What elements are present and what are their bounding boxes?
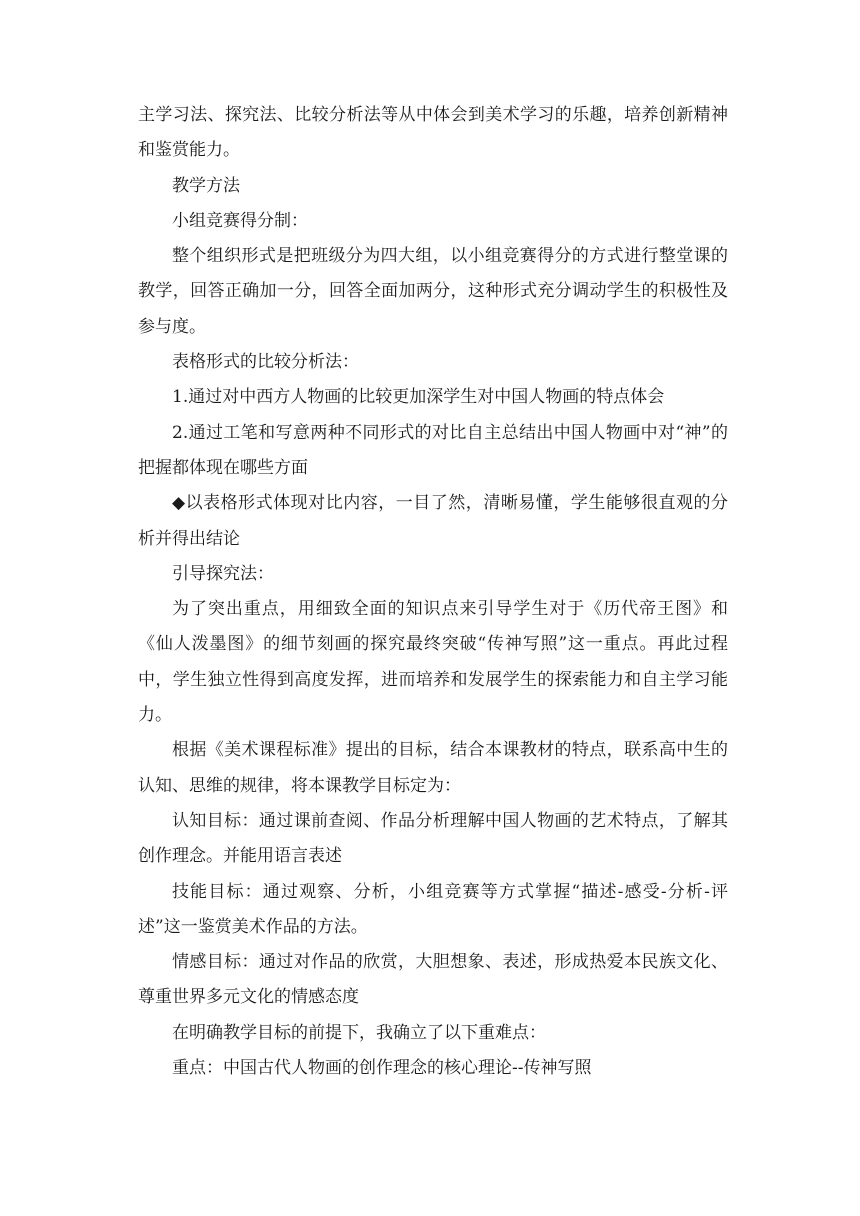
list-item-2: 2.通过工笔和写意两种不同形式的对比自主总结出中国人物画中对“神”的把握都体现在哪些方面: [138, 422, 728, 478]
list-item-1: 1.通过对中西方人物画的比较更加深学生对中国人物画的特点体会: [172, 387, 665, 408]
paragraph-skill-goal: 技能目标：通过观察、分析，小组竞赛等方式掌握“描述-感受-分析-评述”这一鉴赏美术作品的方法。: [138, 881, 728, 937]
heading-guided-inquiry: 引导探究法：: [172, 563, 274, 584]
heading-group-competition: 小组竞赛得分制：: [172, 210, 308, 231]
document-body: [138, 98, 728, 1086]
heading-teaching-methods: 教学方法: [172, 175, 240, 196]
heading-table-comparison: 表格形式的比较分析法：: [172, 352, 359, 373]
paragraph-cognitive-goal: 认知目标：通过课前查阅、作品分析理解中国人物画的艺术特点，了解其创作理念。并能用语言表述: [138, 810, 728, 867]
bullet-paragraph: ◆以表格形式体现对比内容，一目了然，清晰易懂，学生能够很直观的分析并得出结论: [138, 493, 728, 549]
paragraph-key-points-intro: 在明确教学目标的前提下，我确立了以下重难点：: [172, 1022, 546, 1043]
paragraph-learning-methods-continued: 主学习法、探究法、比较分析法等从中体会到美术学习的乐趣，培养创新精神和鉴赏能力。: [138, 105, 728, 161]
paragraph-emotional-goal: 情感目标：通过对作品的欣赏，大胆想象、表述，形成热爱本民族文化、尊重世界多元文化的情感态度: [138, 952, 728, 1008]
paragraph-group-competition: 整个组织形式是把班级分为四大组，以小组竞赛得分的方式进行整堂课的教学，回答正确加一分，回答全面加两分，这种形式充分调动学生的积极性及参与度。: [138, 246, 728, 337]
paragraph-key-point: 重点：中国古代人物画的创作理念的核心理论--传神写照: [172, 1058, 592, 1079]
paragraph-curriculum-standard: 根据《美术课程标准》提出的目标，结合本课教材的特点，联系高中生的认知、思维的规律，将本课教学目标定为：: [138, 740, 728, 796]
paragraph-guided-inquiry: 为了突出重点，用细致全面的知识点来引导学生对于《历代帝王图》和《仙人泼墨图》的细节刻画的探究最终突破“传神写照”这一重点。再此过程中，学生独立性得到高度发挥，进而培养和发展学生的探索能力和自主学习能力。: [138, 599, 728, 726]
